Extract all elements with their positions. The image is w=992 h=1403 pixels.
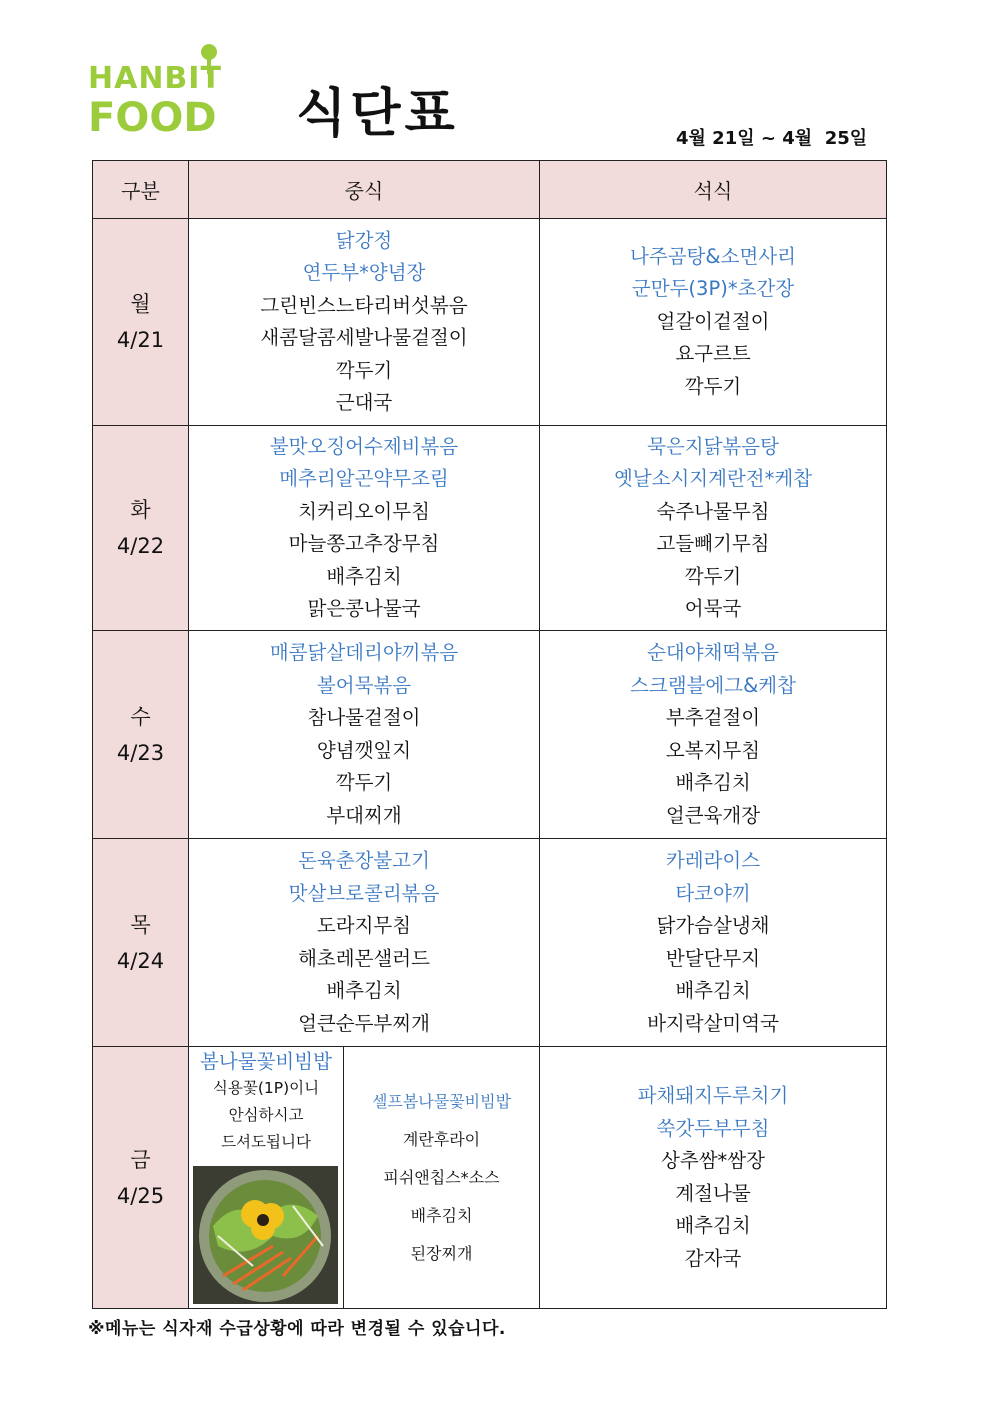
menu-item: 해초레몬샐러드	[298, 946, 430, 970]
logo-text-hanbit: HANBIT	[88, 61, 222, 96]
lunch-cell	[189, 219, 540, 426]
menu-item: 카레라이스	[665, 849, 761, 872]
period-end-month: 4월	[782, 128, 813, 149]
menu-table	[92, 160, 887, 1309]
menu-item: 피쉬앤칩스*소스	[383, 1167, 500, 1187]
day-date: 4/21	[116, 328, 165, 352]
menu-item: 그린빈스느타리버섯볶음	[260, 293, 468, 317]
menu-item: 타코야끼	[675, 881, 751, 905]
menu-item: 배추김치	[675, 771, 751, 794]
menu-item: 깍두기	[684, 564, 742, 588]
menu-item: 닭가슴살냉채	[656, 914, 770, 937]
menu-item: 반달단무지	[665, 946, 761, 970]
menu-item: 깍두기	[335, 358, 393, 382]
menu-item: 순대야채떡볶음	[647, 641, 779, 664]
menu-item: 스크램블에그&케찹	[630, 673, 796, 697]
menu-item: 요구르트	[675, 342, 751, 366]
menu-item: 나주곰탕&소면사리	[630, 244, 796, 268]
header-lunch: 중식	[189, 161, 540, 219]
menu-item: 배추김치	[326, 564, 402, 588]
menu-item: 배추김치	[675, 979, 751, 1002]
menu-item: 돈육춘장불고기	[298, 849, 430, 872]
day-label	[93, 631, 189, 839]
day-name: 금	[130, 1147, 151, 1172]
menu-item: 매콤닭살데리야끼볶음	[269, 641, 459, 664]
menu-item: 메추리알곤약무조림	[279, 467, 449, 490]
menu-item: 바지락살미역국	[647, 1011, 779, 1035]
menu-item: 새콤달콤세발나물겉절이	[260, 326, 468, 349]
menu-item: 파채돼지두루치기	[637, 1084, 789, 1107]
day-name: 목	[130, 912, 151, 937]
menu-item: 묵은지닭볶음탕	[647, 434, 779, 458]
note-line: 드셔도됩니다	[221, 1133, 311, 1151]
day-date: 4/23	[116, 740, 165, 765]
menu-item: 얼큰육개장	[665, 803, 761, 827]
lunch-cell	[189, 631, 540, 839]
menu-item: 쑥갓두부무침	[656, 1116, 770, 1140]
day-row-wed	[93, 631, 887, 839]
menu-item: 어묵국	[684, 597, 742, 620]
note-line: 식용꽃(1P)이니	[212, 1079, 320, 1097]
menu-item: 계절나물	[675, 1181, 751, 1205]
menu-item: 마늘쫑고추장무침	[288, 532, 440, 555]
day-date: 4/22	[116, 534, 165, 558]
note-line: 안심하시고	[228, 1106, 304, 1124]
lunch-cell	[189, 1047, 540, 1309]
menu-item: 된장찌개	[410, 1243, 473, 1263]
day-name: 화	[130, 498, 151, 522]
day-label	[93, 219, 189, 426]
day-date: 4/24	[116, 948, 165, 973]
menu-item: 맑은콩나물국	[307, 597, 421, 620]
dinner-cell	[540, 1047, 887, 1309]
period-separator: ~	[760, 128, 776, 149]
menu-item: 부추겉절이	[665, 706, 761, 729]
lunch-cell	[189, 839, 540, 1047]
day-label	[93, 839, 189, 1047]
logo-text-food: FOOD	[88, 95, 217, 141]
menu-item: 감자국	[684, 1246, 742, 1270]
menu-period	[676, 124, 867, 150]
menu-item: 배추김치	[675, 1214, 751, 1237]
bibimbap-note	[189, 1075, 343, 1156]
header-category: 구분	[93, 161, 189, 219]
menu-item: 볼어묵볶음	[316, 673, 412, 697]
menu-item: 맛살브로콜리볶음	[288, 881, 440, 905]
day-name: 수	[130, 704, 151, 729]
menu-item: 배추김치	[326, 979, 402, 1002]
day-label	[93, 1047, 189, 1309]
dinner-cell	[540, 839, 887, 1047]
page-title: 식단표	[296, 84, 459, 144]
dinner-cell	[540, 426, 887, 631]
day-label	[93, 426, 189, 631]
menu-item: 부대찌개	[326, 803, 402, 827]
menu-item: 깍두기	[684, 374, 742, 398]
day-row-mon	[93, 219, 887, 426]
bibimbap-photo	[193, 1166, 338, 1304]
menu-item: 얼큰순두부찌개	[298, 1011, 430, 1035]
menu-item: 닭강정	[335, 228, 393, 252]
menu-item: 배추김치	[410, 1205, 473, 1225]
menu-item: 연두부*양념장	[302, 261, 426, 284]
lunch-menu-list	[344, 1047, 539, 1308]
hanbit-food-logo	[88, 44, 248, 140]
menu-item: 셀프봄나물꽃비빔밥	[371, 1091, 512, 1111]
menu-item: 참나물겉절이	[307, 706, 421, 729]
header-row	[93, 161, 887, 219]
menu-item: 상추쌈*쌈장	[661, 1149, 765, 1172]
day-row-thu	[93, 839, 887, 1047]
footnote: ※메뉴는 식자재 수급상황에 따라 변경될 수 있습니다.	[88, 1319, 506, 1339]
menu-item: 옛날소시지계란전*케찹	[613, 467, 813, 490]
header-dinner: 석식	[540, 161, 887, 219]
menu-item: 불맛오징어수제비볶음	[269, 434, 459, 458]
menu-item: 군만두(3P)*초간장	[631, 277, 795, 301]
menu-item: 계란후라이	[402, 1129, 481, 1149]
bibimbap-image	[193, 1166, 338, 1304]
menu-item: 도라지무침	[316, 914, 412, 937]
period-start: 4월 21일	[676, 128, 755, 149]
menu-item: 오복지무침	[665, 738, 761, 762]
menu-item: 양념깻잎지	[316, 738, 412, 762]
menu-item: 고들빼기무침	[656, 532, 770, 555]
menu-item: 치커리오이무침	[298, 499, 430, 523]
day-name: 월	[130, 292, 151, 316]
bibimbap-special	[189, 1047, 344, 1308]
menu-item: 숙주나물무침	[656, 499, 770, 523]
bibimbap-title: 봄나물꽃비빔밥	[200, 1050, 332, 1073]
menu-item: 깍두기	[335, 771, 393, 794]
day-date: 4/25	[116, 1183, 165, 1208]
day-row-fri	[93, 1047, 887, 1309]
lunch-cell	[189, 426, 540, 631]
menu-item: 얼갈이겉절이	[656, 309, 770, 333]
menu-item: 근대국	[335, 391, 393, 414]
dinner-cell	[540, 219, 887, 426]
period-end-day: 25일	[824, 128, 868, 149]
dinner-cell	[540, 631, 887, 839]
day-row-tue	[93, 426, 887, 631]
